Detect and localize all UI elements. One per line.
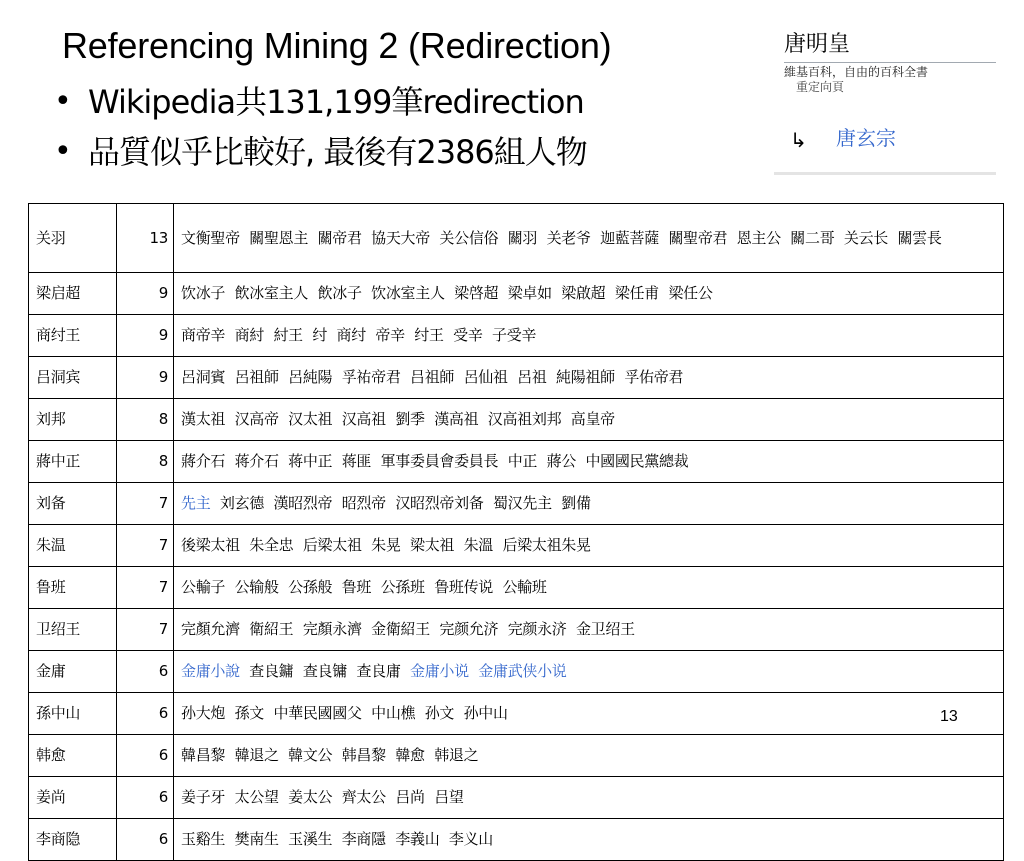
bullet-item: [52, 82, 587, 132]
aliases-cell: [174, 399, 1004, 441]
table-row: [29, 777, 1004, 819]
aliases-cell: [174, 483, 1004, 525]
alias-text: 朱晃: [371, 536, 401, 554]
alias-text: 商帝辛: [181, 326, 226, 344]
redirect-arrow-icon: ↳: [790, 128, 807, 152]
alias-text: 子受辛: [492, 326, 537, 344]
slide-title: Referencing Mining 2 (Redirection): [62, 25, 612, 66]
alias-text: 公孫班: [380, 578, 425, 596]
table-row: [29, 693, 1004, 735]
alias-text: 关老爷: [546, 228, 591, 247]
table-row: [29, 273, 1004, 315]
alias-text: 孫文: [234, 704, 264, 722]
bullet-item: [52, 132, 587, 182]
person-name-cell: 梁启超: [29, 273, 117, 315]
table-body: [29, 204, 1004, 861]
bullet-text: 品質似乎比較好, 最後有2386組人物: [88, 133, 587, 171]
alias-text: 吕祖師: [410, 368, 455, 386]
aliases-cell: [174, 567, 1004, 609]
alias-text: 受辛: [453, 326, 483, 344]
alias-text: 完颜永济: [507, 620, 567, 638]
alias-text: 李义山: [448, 830, 493, 848]
person-name-cell: 李商隐: [29, 819, 117, 861]
alias-text: 饮冰子: [181, 284, 226, 302]
alias-text: 汉太祖: [288, 410, 333, 428]
table-row: [29, 315, 1004, 357]
person-name-cell: 刘备: [29, 483, 117, 525]
redirect-count-cell: 9: [117, 273, 174, 315]
alias-text: 吕望: [434, 788, 464, 806]
alias-text: 梁太祖: [410, 536, 455, 554]
alias-text: 昭烈帝: [341, 494, 386, 512]
alias-text: 朱全忠: [249, 536, 294, 554]
alias-text: 吕尚: [395, 788, 425, 806]
alias-link[interactable]: 先主: [181, 494, 211, 512]
alias-text: 劉季: [395, 410, 425, 428]
table-row: [29, 441, 1004, 483]
alias-text: 梁卓如: [507, 284, 552, 302]
alias-link[interactable]: 金庸小說: [181, 662, 240, 680]
table-row: [29, 204, 1004, 273]
alias-text: 李商隱: [341, 830, 386, 848]
alias-text: 后梁太祖朱晃: [502, 536, 591, 554]
alias-text: 關聖恩主: [249, 228, 309, 247]
alias-text: 梁任公: [668, 284, 713, 302]
alias-text: 漢太祖: [181, 410, 226, 428]
redirect-count-cell: 7: [117, 567, 174, 609]
person-name-cell: 吕洞宾: [29, 357, 117, 399]
alias-text: 中華民國國父: [273, 704, 362, 722]
alias-text: 飲冰室主人: [234, 284, 309, 302]
aliases-cell: [174, 441, 1004, 483]
wiki-redirect-page-note: 重定向頁: [796, 80, 845, 94]
table-row: [29, 525, 1004, 567]
aliases-cell: [174, 693, 1004, 735]
aliases-cell: [174, 525, 1004, 567]
aliases-cell: [174, 651, 1004, 693]
alias-text: 帝辛: [375, 326, 405, 344]
person-name-cell: 朱温: [29, 525, 117, 567]
person-name-cell: 卫绍王: [29, 609, 117, 651]
redirect-count-cell: 6: [117, 651, 174, 693]
alias-text: 完顏允濟: [181, 620, 240, 638]
alias-text: 關帝君: [317, 228, 362, 247]
wiki-panel-bottom-border: [774, 172, 996, 175]
redirect-count-cell: 6: [117, 819, 174, 861]
aliases-cell: [174, 204, 1004, 273]
aliases-cell: [174, 735, 1004, 777]
alias-text: 公輸子: [181, 578, 226, 596]
person-name-cell: 商纣王: [29, 315, 117, 357]
alias-text: 迦藍菩薩: [600, 228, 659, 247]
aliases-cell: [174, 819, 1004, 861]
alias-text: 漢高祖: [434, 410, 479, 428]
page-number: 13: [940, 708, 958, 725]
alias-text: 公輸班: [502, 578, 547, 596]
redirect-count-cell: 6: [117, 777, 174, 819]
alias-text: 梁啟超: [561, 284, 606, 302]
alias-text: 纣: [312, 326, 328, 344]
alias-text: 查良镛: [302, 662, 347, 680]
alias-text: 中正: [507, 452, 538, 470]
alias-text: 呂祖: [517, 368, 547, 386]
redirect-alias-table: [28, 203, 1004, 861]
redirect-target-link[interactable]: 唐玄宗: [836, 126, 896, 150]
alias-text: 刘玄德: [219, 494, 264, 512]
alias-text: 蒋中正: [288, 452, 333, 470]
person-name-cell: 金庸: [29, 651, 117, 693]
alias-text: 軍事委員會委員長: [380, 452, 499, 470]
alias-text: 純陽祖師: [556, 368, 615, 386]
alias-text: 关云长: [843, 228, 888, 247]
person-name-cell: 关羽: [29, 204, 117, 273]
bullet-dot: •: [54, 84, 72, 119]
alias-link[interactable]: 金庸小说: [410, 662, 469, 680]
alias-text: 朱溫: [463, 536, 493, 554]
aliases-cell: [174, 357, 1004, 399]
alias-text: 衛紹王: [249, 620, 294, 638]
redirect-count-cell: 7: [117, 483, 174, 525]
alias-text: 呂洞賓: [181, 368, 226, 386]
alias-text: 查良鏞: [249, 662, 294, 680]
alias-text: 查良庸: [356, 662, 401, 680]
alias-text: 鲁班传说: [434, 578, 493, 596]
alias-text: 金卫绍王: [575, 620, 635, 638]
table-row: [29, 567, 1004, 609]
table-row: [29, 357, 1004, 399]
alias-text: 漢昭烈帝: [273, 494, 333, 512]
alias-text: 恩主公: [736, 228, 781, 247]
alias-text: 玉谿生: [181, 830, 226, 848]
person-name-cell: 鲁班: [29, 567, 117, 609]
alias-link[interactable]: 金庸武侠小说: [478, 662, 567, 680]
alias-text: 孙中山: [463, 704, 508, 722]
alias-text: 商紂: [234, 326, 264, 344]
alias-text: 汉高帝: [234, 410, 279, 428]
alias-text: 韓愈: [395, 746, 425, 764]
alias-text: 饮冰室主人: [371, 284, 445, 302]
alias-text: 中國國民黨總裁: [585, 452, 689, 470]
alias-text: 姜子牙: [181, 788, 226, 806]
alias-text: 纣王: [414, 326, 444, 344]
alias-text: 韓退之: [234, 746, 279, 764]
alias-text: 玉溪生: [288, 830, 333, 848]
alias-text: 關聖帝君: [668, 228, 728, 247]
alias-text: 蔣介石: [181, 452, 226, 470]
alias-text: 孚祐帝君: [341, 368, 401, 386]
aliases-cell: [174, 609, 1004, 651]
alias-text: 蜀汉先主: [492, 494, 552, 512]
person-name-cell: 姜尚: [29, 777, 117, 819]
alias-text: 高皇帝: [570, 410, 615, 428]
alias-text: 后梁太祖: [302, 536, 362, 554]
wiki-from-line: 維基百科，自由的百科全書: [784, 65, 929, 79]
wiki-page-title: 唐明皇: [784, 32, 851, 57]
person-name-cell: 蔣中正: [29, 441, 117, 483]
redirect-count-cell: 9: [117, 315, 174, 357]
person-name-cell: 刘邦: [29, 399, 117, 441]
alias-text: 蒋介石: [234, 452, 279, 470]
alias-text: 姜太公: [288, 788, 333, 806]
alias-text: 關二哥: [790, 228, 835, 247]
redirect-count-cell: 8: [117, 441, 174, 483]
alias-text: 金衛紹王: [371, 620, 430, 638]
redirect-count-cell: 7: [117, 525, 174, 567]
alias-text: 劉備: [561, 494, 591, 512]
redirect-count-cell: 6: [117, 693, 174, 735]
person-name-cell: 孫中山: [29, 693, 117, 735]
alias-text: 呂純陽: [288, 368, 333, 386]
alias-text: 公孫般: [288, 578, 333, 596]
alias-text: 公输般: [234, 578, 279, 596]
alias-text: 飲冰子: [317, 284, 362, 302]
alias-text: 商纣: [336, 326, 366, 344]
alias-text: 文衡聖帝: [181, 228, 240, 247]
alias-text: 韓文公: [288, 746, 333, 764]
alias-text: 孙大炮: [181, 704, 226, 722]
alias-text: 蔣公: [546, 452, 576, 470]
table-row: [29, 735, 1004, 777]
aliases-cell: [174, 777, 1004, 819]
redirect-count-cell: 6: [117, 735, 174, 777]
bullet-dot: •: [54, 134, 72, 169]
alias-text: 韩昌黎: [341, 746, 386, 764]
alias-text: 齊太公: [341, 788, 386, 806]
alias-text: 梁任甫: [614, 284, 659, 302]
alias-text: 李義山: [395, 830, 440, 848]
alias-text: 鲁班: [341, 578, 372, 596]
bullet-list: [52, 82, 587, 182]
wikipedia-redirect-screenshot: [768, 20, 996, 180]
alias-text: 紂王: [273, 326, 303, 344]
alias-text: 後梁太祖: [181, 536, 240, 554]
alias-text: 梁啓超: [454, 284, 499, 302]
bullet-text: Wikipedia共131,199筆redirection: [88, 83, 584, 121]
alias-text: 韩退之: [434, 746, 479, 764]
wiki-title-divider: [784, 62, 996, 63]
alias-text: 汉昭烈帝刘备: [395, 494, 484, 512]
alias-text: 樊南生: [234, 830, 279, 848]
table-row: [29, 399, 1004, 441]
alias-text: 呂仙祖: [463, 368, 508, 386]
alias-text: 完顏永濟: [302, 620, 362, 638]
table-row: [29, 609, 1004, 651]
alias-text: 汉高祖: [341, 410, 386, 428]
table-row: [29, 651, 1004, 693]
redirect-count-cell: 8: [117, 399, 174, 441]
redirect-count-cell: 13: [117, 204, 174, 273]
table-row: [29, 819, 1004, 861]
alias-text: 關雲長: [897, 228, 942, 247]
alias-text: 呂祖師: [234, 368, 279, 386]
alias-text: 孚佑帝君: [624, 368, 684, 386]
alias-text: 孙文: [424, 704, 455, 722]
redirect-count-cell: 9: [117, 357, 174, 399]
alias-text: 蒋匪: [341, 452, 372, 470]
aliases-cell: [174, 315, 1004, 357]
alias-text: 太公望: [234, 788, 279, 806]
person-name-cell: 韩愈: [29, 735, 117, 777]
redirect-count-cell: 7: [117, 609, 174, 651]
alias-text: 关公信俗: [439, 228, 499, 247]
alias-text: 關羽: [507, 228, 538, 247]
alias-text: 韓昌黎: [181, 746, 226, 764]
aliases-cell: [174, 273, 1004, 315]
alias-text: 協天大帝: [371, 228, 430, 247]
table-row: [29, 483, 1004, 525]
alias-text: 汉高祖刘邦: [487, 410, 562, 428]
alias-text: 中山樵: [371, 704, 416, 722]
alias-text: 完颜允济: [439, 620, 499, 638]
